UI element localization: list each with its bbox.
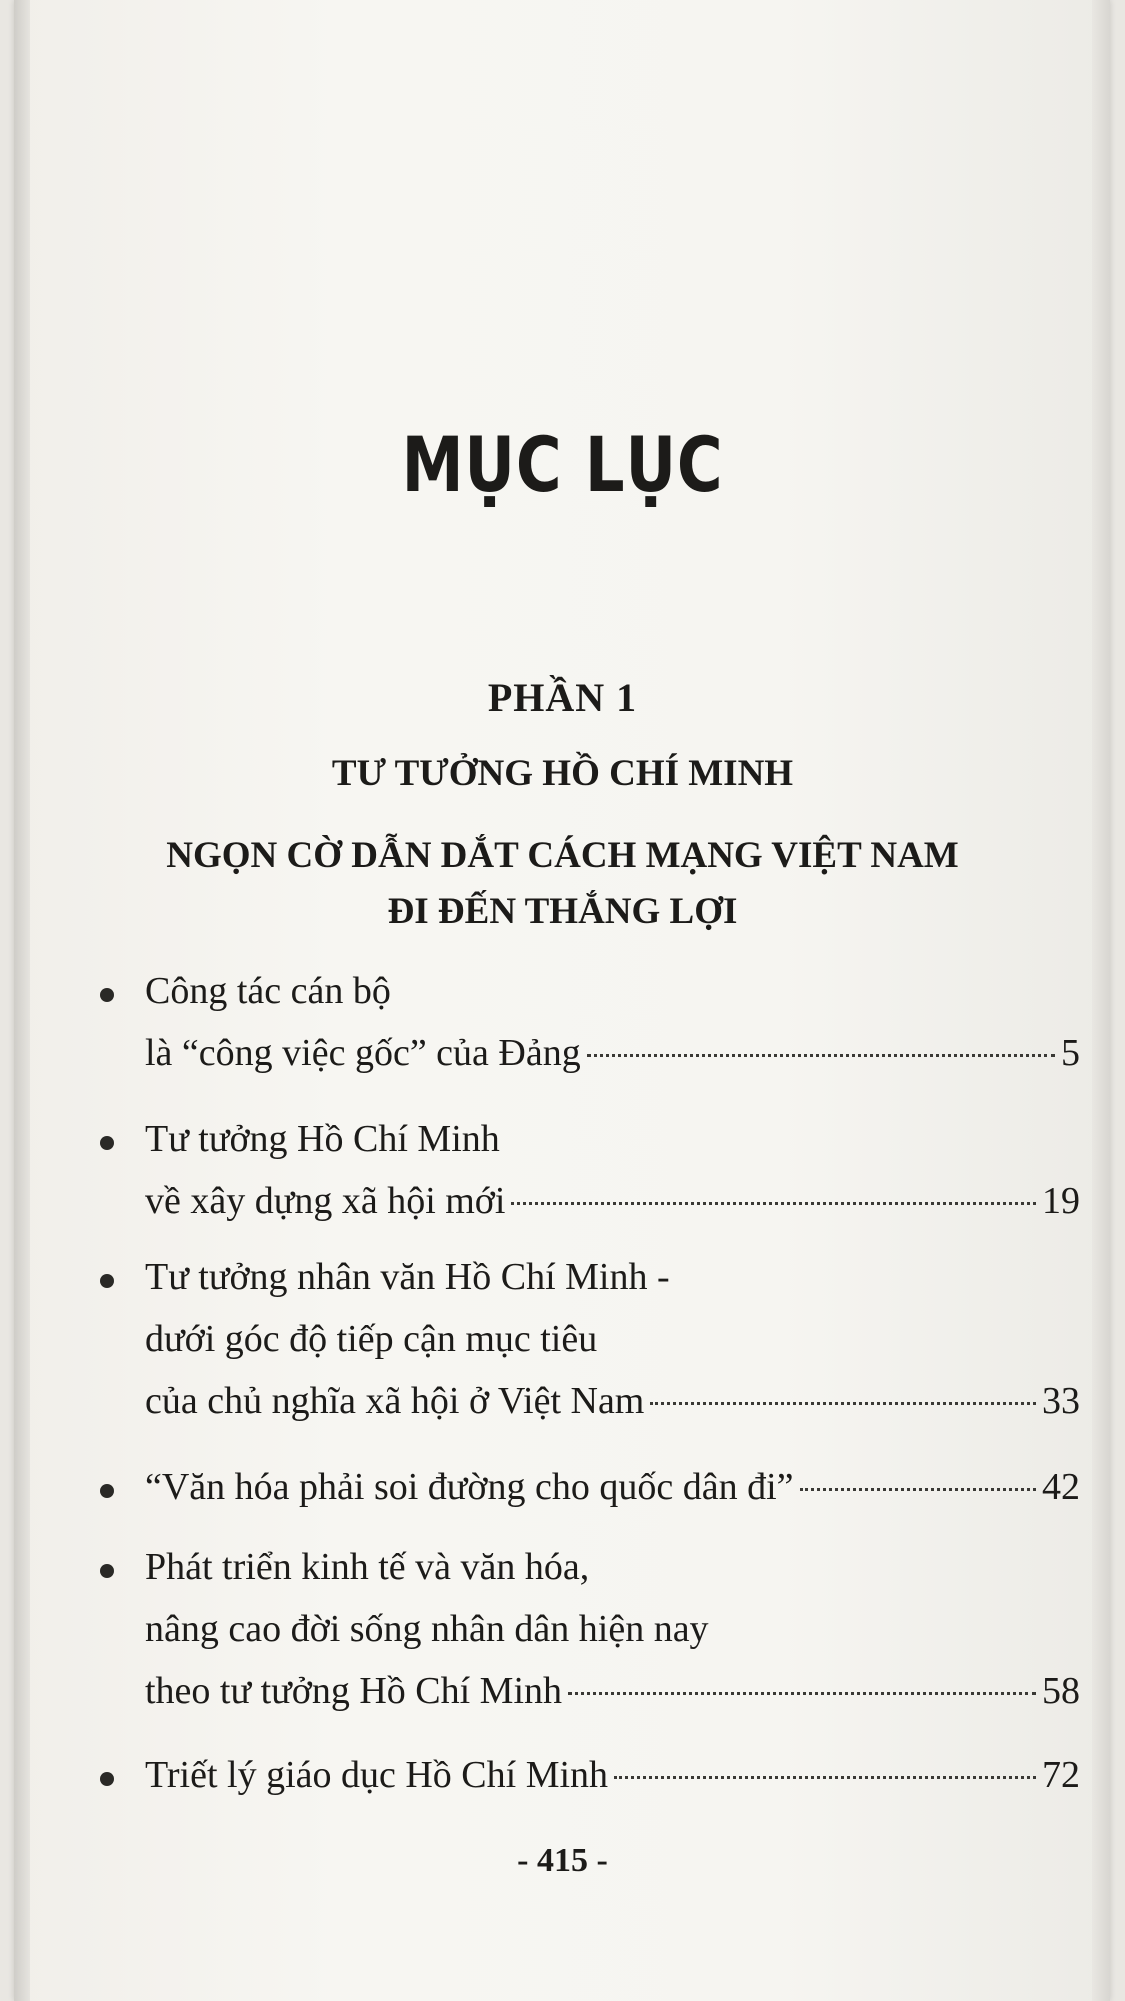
page-left-edge <box>14 0 30 2001</box>
toc-entry-text: Triết lý giáo dục Hồ Chí Minh <box>145 1754 609 1796</box>
toc-title: MỤC LỤC <box>401 420 724 509</box>
toc-entry-text: của chủ nghĩa xã hội ở Việt Nam <box>145 1380 645 1422</box>
toc-entry-text: Công tác cán bộ <box>145 970 391 1012</box>
toc-page-number: 33 <box>1042 1380 1080 1422</box>
dot-leader <box>587 1054 1055 1057</box>
toc-entry-last-line <box>145 1170 1080 1232</box>
toc-entry-text: là “công việc gốc” của Đảng <box>145 1032 581 1074</box>
bullet-icon <box>100 1274 114 1288</box>
dot-leader <box>800 1488 1036 1491</box>
toc-entry-last-line <box>145 1456 1080 1518</box>
toc-entry-text: theo tư tưởng Hồ Chí Minh <box>145 1670 563 1712</box>
part-heading-line-2: NGỌN CỜ DẪN DẮT CÁCH MẠNG VIỆT NAM <box>166 835 959 876</box>
toc-entry-text: “Văn hóa phải soi đường cho quốc dân đi” <box>145 1466 794 1508</box>
bullet-icon <box>100 988 114 1002</box>
toc-page-number: 72 <box>1042 1754 1080 1796</box>
toc-entry-text: Phát triển kinh tế và văn hóa, <box>145 1546 590 1588</box>
toc-entry-text: nâng cao đời sống nhân dân hiện nay <box>145 1608 709 1650</box>
toc-entry-text: về xây dựng xã hội mới <box>145 1180 506 1222</box>
part-heading-line-3: ĐI ĐẾN THẮNG LỢI <box>387 891 738 932</box>
toc-entry[interactable] <box>100 960 1080 1090</box>
bullet-icon <box>100 1484 114 1498</box>
toc-entry-text: dưới góc độ tiếp cận mục tiêu <box>145 1318 598 1360</box>
toc-entry[interactable] <box>100 1456 1080 1520</box>
bullet-icon <box>100 1564 114 1578</box>
toc-entry[interactable] <box>100 1536 1080 1726</box>
dot-leader <box>568 1692 1036 1695</box>
bullet-icon <box>100 1772 114 1786</box>
dot-leader <box>650 1402 1036 1405</box>
toc-page-number: 19 <box>1042 1180 1080 1222</box>
page-right-edge <box>1092 0 1110 2001</box>
dot-leader <box>511 1202 1036 1205</box>
toc-entry-last-line <box>145 1370 1080 1432</box>
bullet-icon <box>100 1136 114 1150</box>
toc-entry[interactable] <box>100 1108 1080 1238</box>
part-label: PHẦN 1 <box>487 675 638 720</box>
part-heading-line-1: TƯ TƯỞNG HỒ CHÍ MINH <box>331 753 794 794</box>
toc-entry-text: Tư tưởng Hồ Chí Minh <box>145 1118 500 1160</box>
toc-entry-last-line <box>145 1022 1080 1084</box>
page-number-footer: - 415 - <box>517 1842 608 1879</box>
toc-entry-last-line <box>145 1660 1080 1722</box>
toc-entry-last-line <box>145 1744 1080 1806</box>
toc-page-number: 5 <box>1061 1032 1080 1074</box>
toc-page-number: 58 <box>1042 1670 1080 1712</box>
toc-entry[interactable] <box>100 1246 1080 1436</box>
toc-page-number: 42 <box>1042 1466 1080 1508</box>
toc-entry[interactable] <box>100 1744 1080 1808</box>
dot-leader <box>614 1776 1036 1779</box>
toc-entry-text: Tư tưởng nhân văn Hồ Chí Minh - <box>145 1256 670 1298</box>
